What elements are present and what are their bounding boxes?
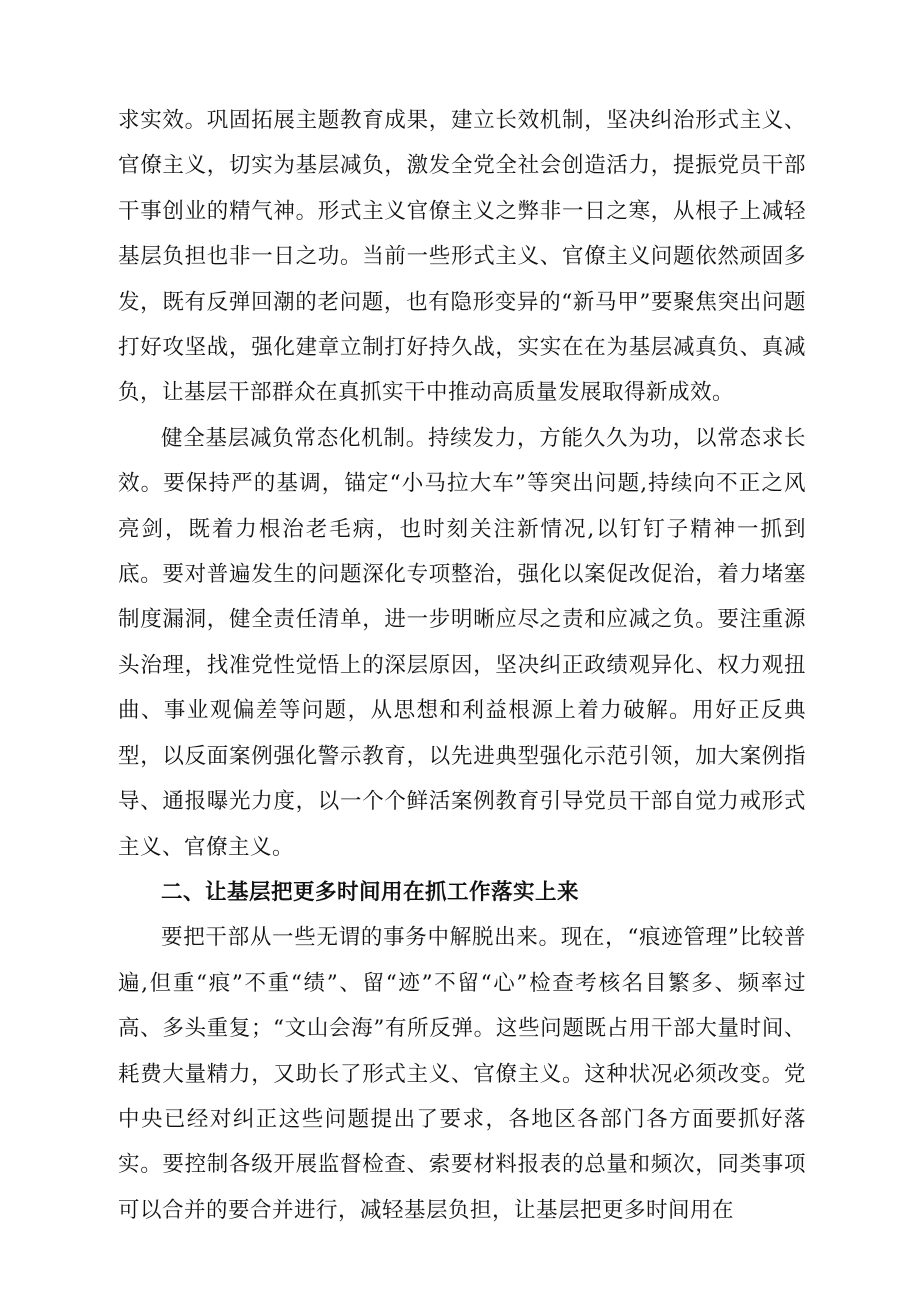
paragraph-continued: 求实效。巩固拓展主题教育成果，建立长效机制，坚决纠治形式主义、官僚主义，切实为基层减负，激发全党全社会创造活力，提振党员干部干事创业的精气神。形式主义官僚主义之弊非一日之寒，从根子上减轻基层负担也非一日之功。当前一些形式主义、官僚主义问题依然顽固多发，既有反弹回潮的老问题，也有隐形变异的“新马甲”要聚焦突出问题打好攻坚战，强化建章立制打好持久战，实实在在为基层减真负、真减负，让基层干部群众在真抓实干中推动高质量发展取得新成效。 [118, 108, 806, 406]
section-heading: 二、让基层把更多时间用在抓工作落实上来 [161, 879, 580, 905]
paragraph-grassroots-mechanism: 健全基层减负常态化机制。持续发力，方能久久为功，以常态求长效。要保持严的基调，锚定“小马拉大车”等突出问题,持续向不正之风亮剑，既着力根治老毛病，也时刻关注新情况,以钉钉子精神一抓到底。要对普遍发生的问题深化专项整治，强化以案促改促治，着力堵塞制度漏洞，健全责任清单，进一步明晰应尽之责和应减之负。要注重源头治理，找准党性觉悟上的深层原因，坚决纠正政绩观异化、权力观扭曲、事业观偏差等问题，从思想和利益根源上着力破解。用好正反典型，以反面案例强化警示教育，以先进典型强化示范引领，加大案例指导、通报曝光力度，以一个个鲜活案例教育引导党员干部自觉力戒形式主义、官僚主义。 [118, 425, 806, 860]
document-body [118, 98, 806, 1233]
paragraph-free-cadres: 要把干部从一些无谓的事务中解脱出来。现在，“痕迹管理”比较普遍,但重“痕”不重“绩”、留“迹”不留“心”检查考核名目繁多、频率过高、多头重复；“文山会海”有所反弹。这些问题既占用干部大量时间、耗费大量精力，又助长了形式主义、官僚主义。这种状况必须改变。党中央已经对纠正这些问题提出了要求，各地区各部门各方面要抓好落实。要控制各级开展监督检查、索要材料报表的总量和频次，同类事项可以合并的要合并进行，减轻基层负担，让基层把更多时间用在 [118, 925, 806, 1223]
